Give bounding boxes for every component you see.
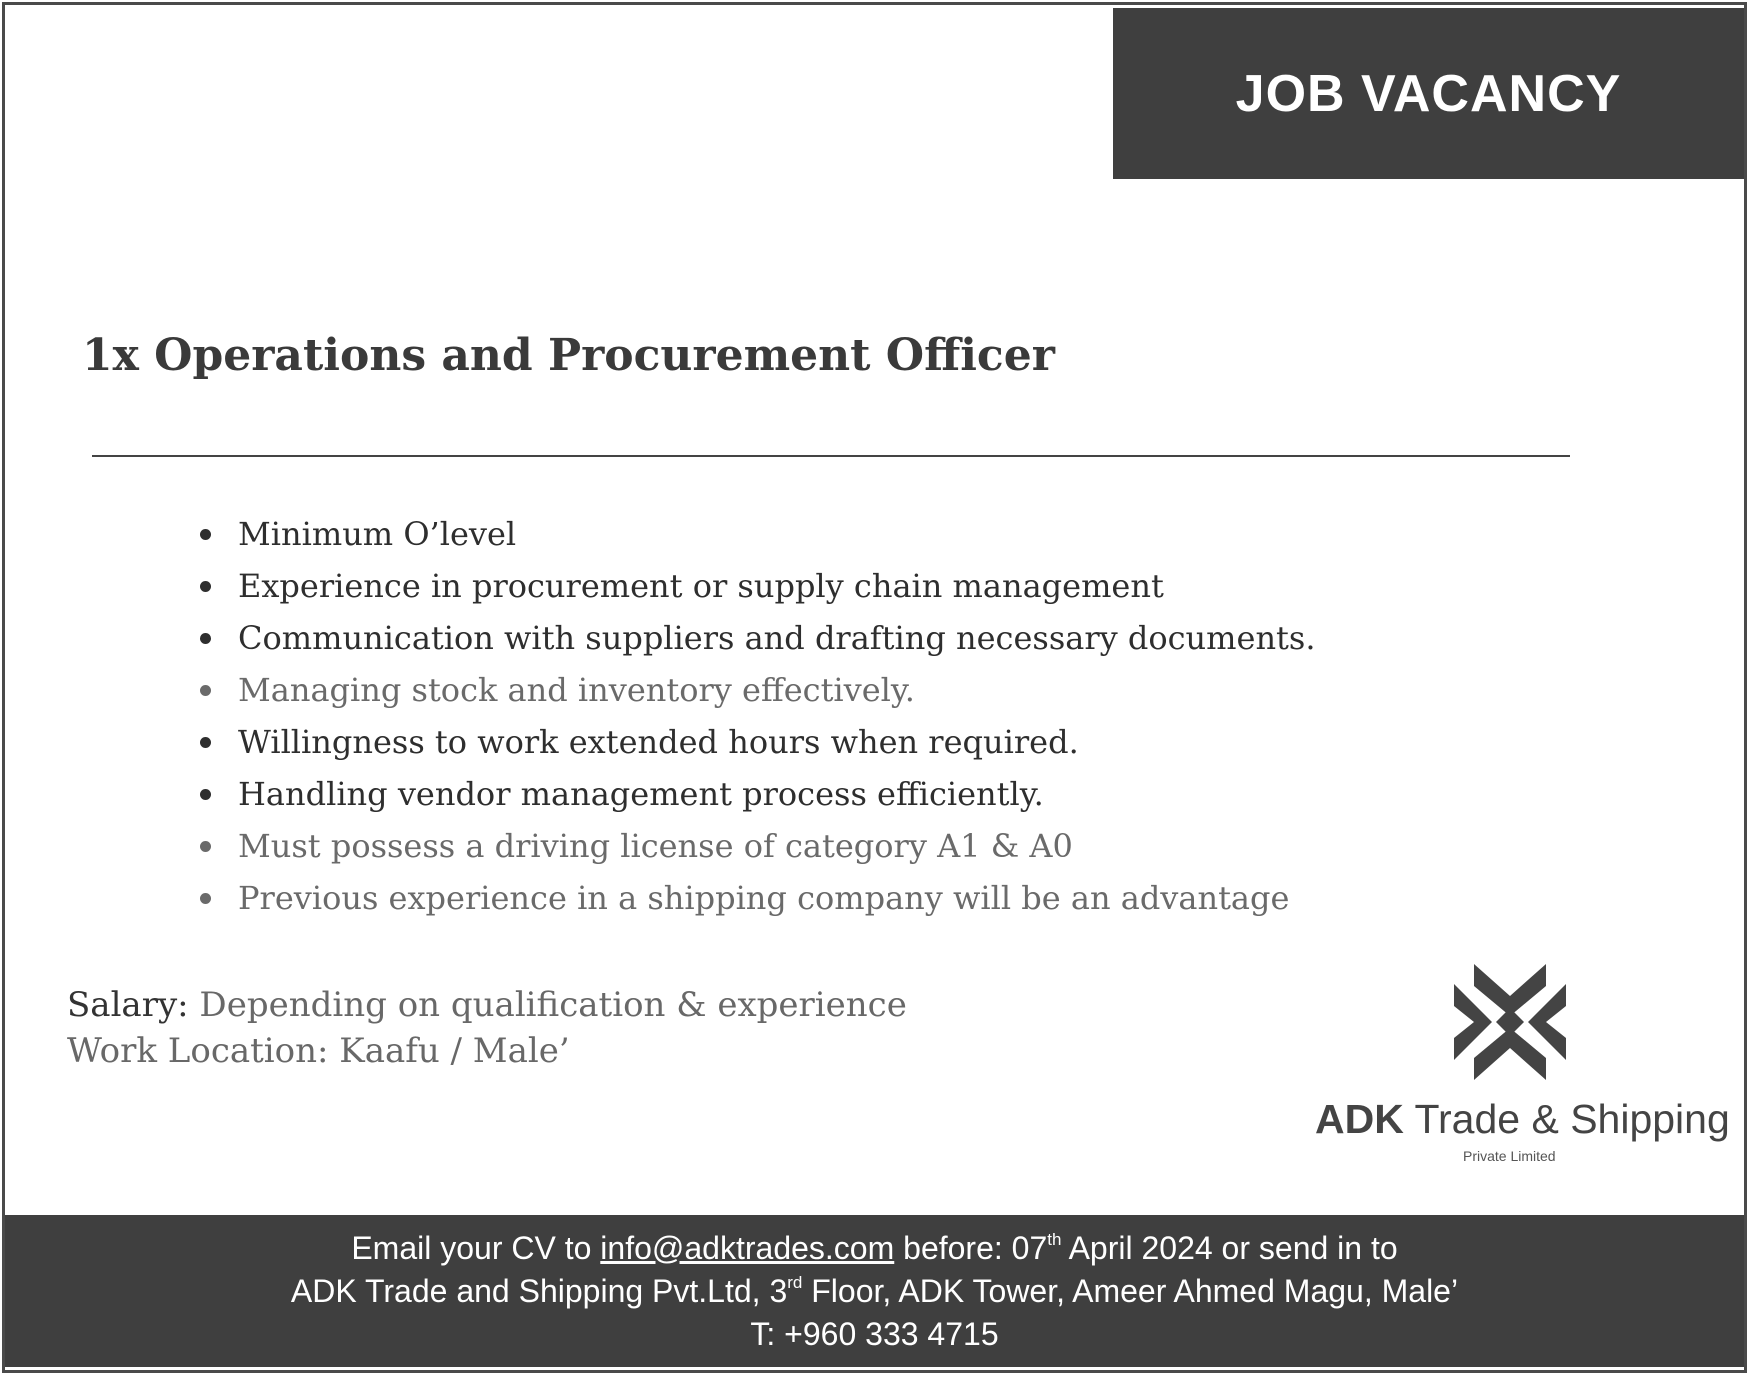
adk-star-logo-icon xyxy=(1452,962,1568,1082)
bullet-icon xyxy=(200,841,211,852)
bullet-icon xyxy=(200,789,211,800)
work-location: Work Location: Kaafu / Male’ xyxy=(67,1031,570,1071)
email-link[interactable]: info@adktrades.com xyxy=(600,1229,895,1266)
requirement-text: Managing stock and inventory effectively. xyxy=(238,671,915,709)
list-item xyxy=(200,612,1316,664)
footer-text: ADK Trade and Shipping Pvt.Ltd, 3 xyxy=(290,1272,788,1309)
footer-text: Floor, ADK Tower, Ameer Ahmed Magu, Male’ xyxy=(802,1272,1459,1309)
list-item xyxy=(200,560,1316,612)
divider xyxy=(92,455,1570,457)
footer-line-address xyxy=(291,1270,1458,1313)
list-item xyxy=(200,820,1316,872)
requirement-text: Minimum O’level xyxy=(238,515,517,553)
list-item xyxy=(200,508,1316,560)
requirement-text: Handling vendor management process efficiently. xyxy=(238,775,1044,813)
footer-sup: th xyxy=(1047,1229,1062,1249)
salary-row xyxy=(67,982,907,1028)
company-name-rest: Trade & Shipping xyxy=(1403,1096,1730,1142)
list-item xyxy=(200,716,1316,768)
page-title: JOB VACANCY xyxy=(1235,64,1622,123)
requirement-text: Willingness to work extended hours when required. xyxy=(238,723,1079,761)
requirement-text: Experience in procurement or supply chain management xyxy=(238,567,1164,605)
company-name xyxy=(1315,1096,1730,1143)
requirement-text: Communication with suppliers and drafting necessary documents. xyxy=(238,619,1316,657)
footer-text: April 2024 or send in to xyxy=(1061,1229,1398,1266)
list-item xyxy=(200,664,1316,716)
bullet-icon xyxy=(200,633,211,644)
requirement-text: Must possess a driving license of category A1 & A0 xyxy=(238,827,1073,865)
footer-line-email xyxy=(351,1227,1397,1270)
company-name-bold: ADK xyxy=(1315,1096,1404,1142)
header-band xyxy=(1113,8,1744,179)
company-subtitle: Private Limited xyxy=(1463,1148,1556,1164)
requirement-text: Previous experience in a shipping company will be an advantage xyxy=(238,879,1290,917)
footer-phone: T: +960 333 4715 xyxy=(750,1315,999,1352)
footer-band xyxy=(5,1215,1744,1367)
bullet-icon xyxy=(200,581,211,592)
salary-value: Depending on qualification & experience xyxy=(188,985,907,1025)
footer-sup: rd xyxy=(787,1272,803,1292)
requirements-list xyxy=(200,508,1316,924)
job-title: 1x Operations and Procurement Officer xyxy=(82,330,1055,381)
bullet-icon xyxy=(200,529,211,540)
bullet-icon xyxy=(200,893,211,904)
list-item xyxy=(200,872,1316,924)
salary-label: Salary: xyxy=(67,985,189,1025)
list-item xyxy=(200,768,1316,820)
footer-text: Email your CV to xyxy=(351,1229,601,1266)
bullet-icon xyxy=(200,685,211,696)
job-info xyxy=(67,982,907,1074)
footer-text: before: 07 xyxy=(894,1229,1048,1266)
bullet-icon xyxy=(200,737,211,748)
